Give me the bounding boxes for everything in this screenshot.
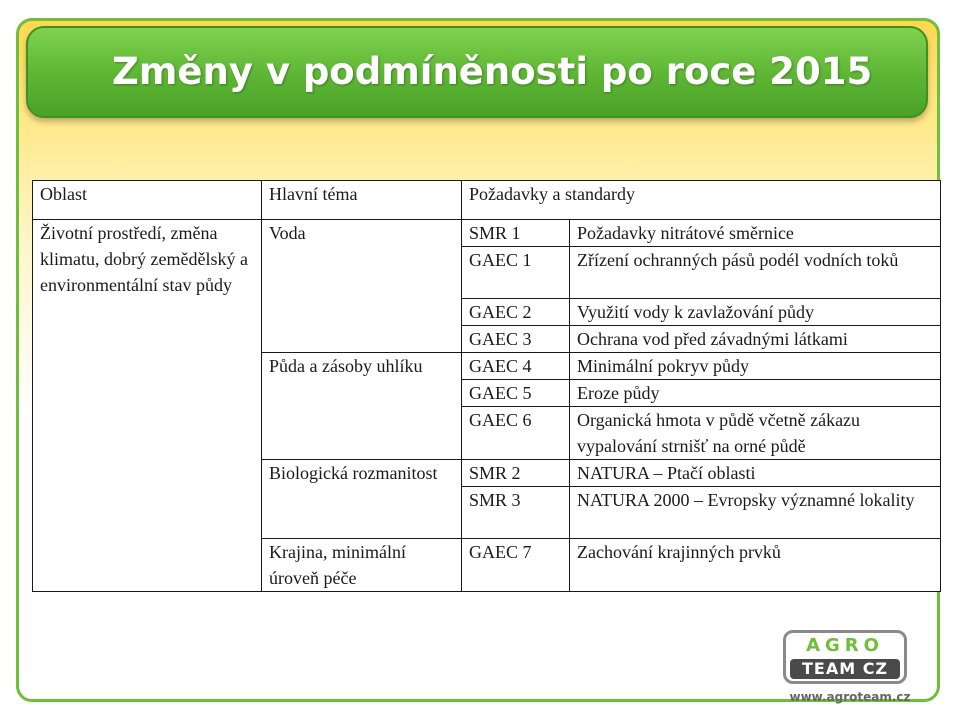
cell-text: Eroze půdy: [570, 380, 941, 407]
cell-code: GAEC 5: [462, 380, 570, 407]
cell-code: GAEC 1: [462, 247, 570, 299]
table-header-row: [33, 181, 941, 220]
cell-text: Ochrana vod před závadnými látkami: [570, 326, 941, 353]
logo-team-text: TEAM CZ: [790, 659, 900, 679]
logo-agro-text: AGRO: [806, 635, 884, 656]
cell-text: Využití vody k zavlažování půdy: [570, 299, 941, 326]
cell-text: Zřízení ochranných pásů podél vodních toků: [570, 247, 941, 299]
header-pozadavky: Požadavky a standardy: [462, 181, 941, 220]
cell-topic-krajina: Krajina, minimální úroveň péče: [262, 539, 462, 592]
cell-oblast: Životní prostředí, změna klimatu, dobrý zemědělský a environmentální stav půdy: [33, 220, 262, 592]
requirements-table: [32, 180, 941, 592]
cell-code: GAEC 6: [462, 407, 570, 460]
cell-text: Minimální pokryv půdy: [570, 353, 941, 380]
cell-topic-puda: Půda a zásoby uhlíku: [262, 353, 462, 460]
logo-url: www.agroteam.cz: [789, 690, 911, 704]
cell-text: Požadavky nitrátové směrnice: [570, 220, 941, 247]
cell-text: NATURA 2000 – Evropsky významné lokality: [570, 487, 941, 539]
cell-code: GAEC 3: [462, 326, 570, 353]
cell-text: Organická hmota v půdě včetně zákazu vypalování strnišť na orné půdě: [570, 407, 941, 460]
cell-text: NATURA – Ptačí oblasti: [570, 460, 941, 487]
cell-code: GAEC 7: [462, 539, 570, 592]
header-hlavni-tema: Hlavní téma: [262, 181, 462, 220]
header-oblast: Oblast: [33, 181, 262, 220]
cell-code: SMR 1: [462, 220, 570, 247]
cell-code: SMR 2: [462, 460, 570, 487]
slide-title: Změny v podmíněnosti po roce 2015: [112, 50, 873, 93]
cell-code: GAEC 4: [462, 353, 570, 380]
cell-topic-biologicka: Biologická rozmanitost: [262, 460, 462, 539]
cell-text: Zachování krajinných prvků: [570, 539, 941, 592]
cell-code: SMR 3: [462, 487, 570, 539]
table-row: [33, 220, 941, 247]
cell-code: GAEC 2: [462, 299, 570, 326]
agroteam-logo: [783, 630, 907, 684]
cell-topic-voda: Voda: [262, 220, 462, 353]
